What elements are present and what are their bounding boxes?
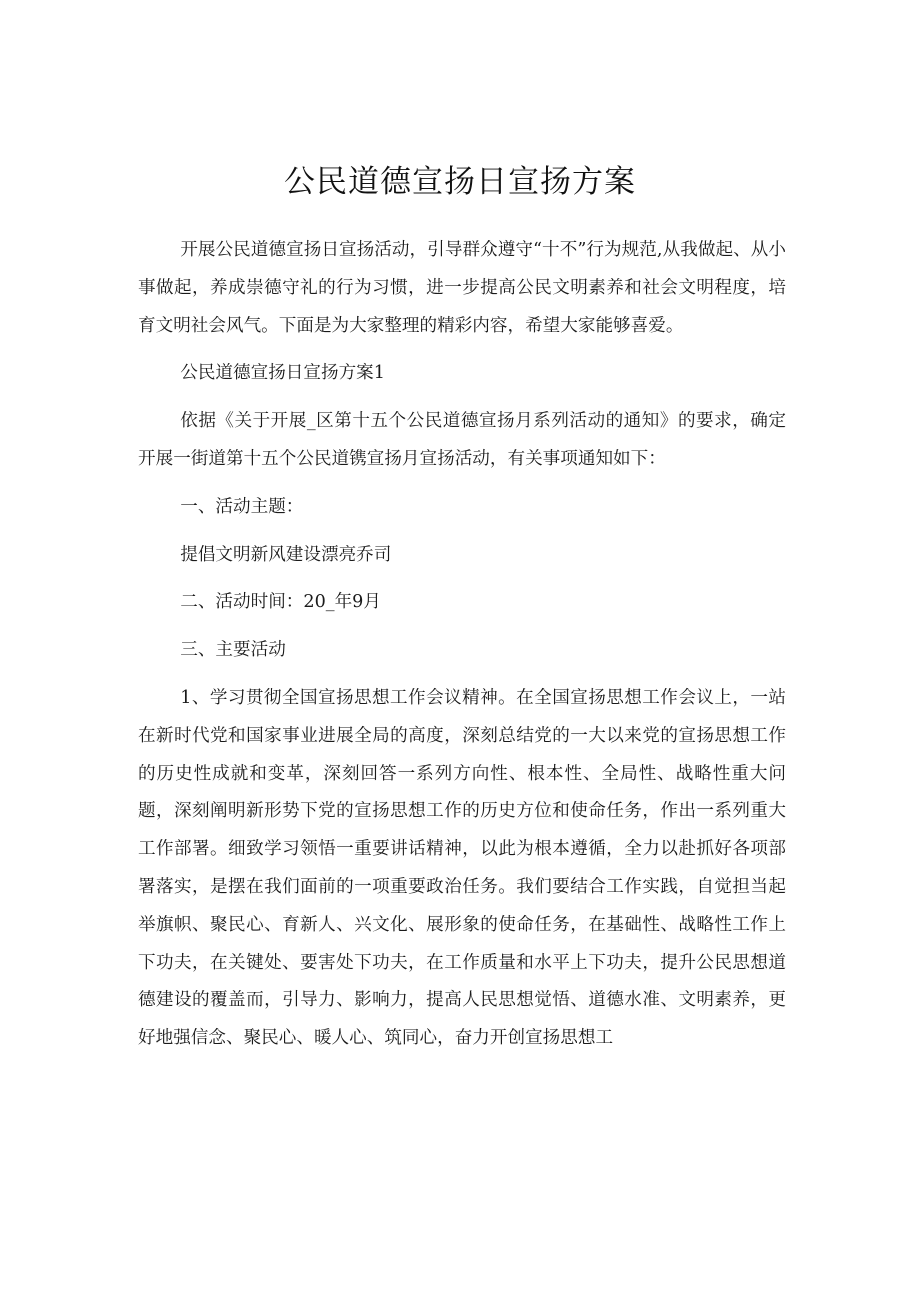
intro-paragraph: 开展公民道德宣扬日宣扬活动，引导群众遵守“十不”行为规范,从我做起、从小事做起，养成崇德守礼的行为习惯，进一步提高公民文明素养和社会文明程度，培育文明社会风气。下面是为大家整理的精彩内容，希望大家能够喜爱。 xyxy=(138,240,786,336)
theme-text: 提倡文明新风建设漂亮乔司 xyxy=(180,544,392,565)
section-title: 公民道德宣扬日宣扬方案1 xyxy=(180,363,385,384)
activities-heading: 三、主要活动 xyxy=(180,640,286,661)
document-body xyxy=(138,232,786,1058)
activity-1-paragraph: 1、学习贯彻全国宣扬思想工作会议精神。在全国宣扬思想工作会议上，一站在新时代党和国家事业进展全局的高度，深刻总结党的一大以来党的宣扬思想工作的历史性成就和变革，深刻回答一系列方向性、根本性、全局性、战略性重大问题，深刻阐明新形势下党的宣扬思想工作的历史方位和使命任务，作出一系列重大工作部署。细致学习领悟一重要讲话精神，以此为根本遵循，全力以赴抓好各项部署落实，是摆在我们面前的一项重要政治任务。我们要结合工作实践，自觉担当起举旗帜、聚民心、育新人、兴文化、展形象的使命任务，在基础性、战略性工作上下功夫，在关键处、要害处下功夫，在工作质量和水平上下功夫，提升公民思想道德建设的覆盖而，引导力、影响力，提高人民思想觉悟、道德水准、文明素养，更好地强信念、聚民心、暖人心、筑同心，奋力开创宣扬思想工 xyxy=(138,687,786,1049)
document-title: 公民道德宣扬日宣扬方案 xyxy=(284,164,636,200)
basis-paragraph: 依据《关于开展_区第十五个公民道德宣扬月系列活动的通知》的要求，确定开展一街道第十五个公民道镌宣扬月宣扬活动，有关事项通知如下： xyxy=(138,411,786,469)
theme-heading: 一、活动主题： xyxy=(180,496,304,517)
time-heading: 二、活动时间：20_年9月 xyxy=(180,592,381,613)
